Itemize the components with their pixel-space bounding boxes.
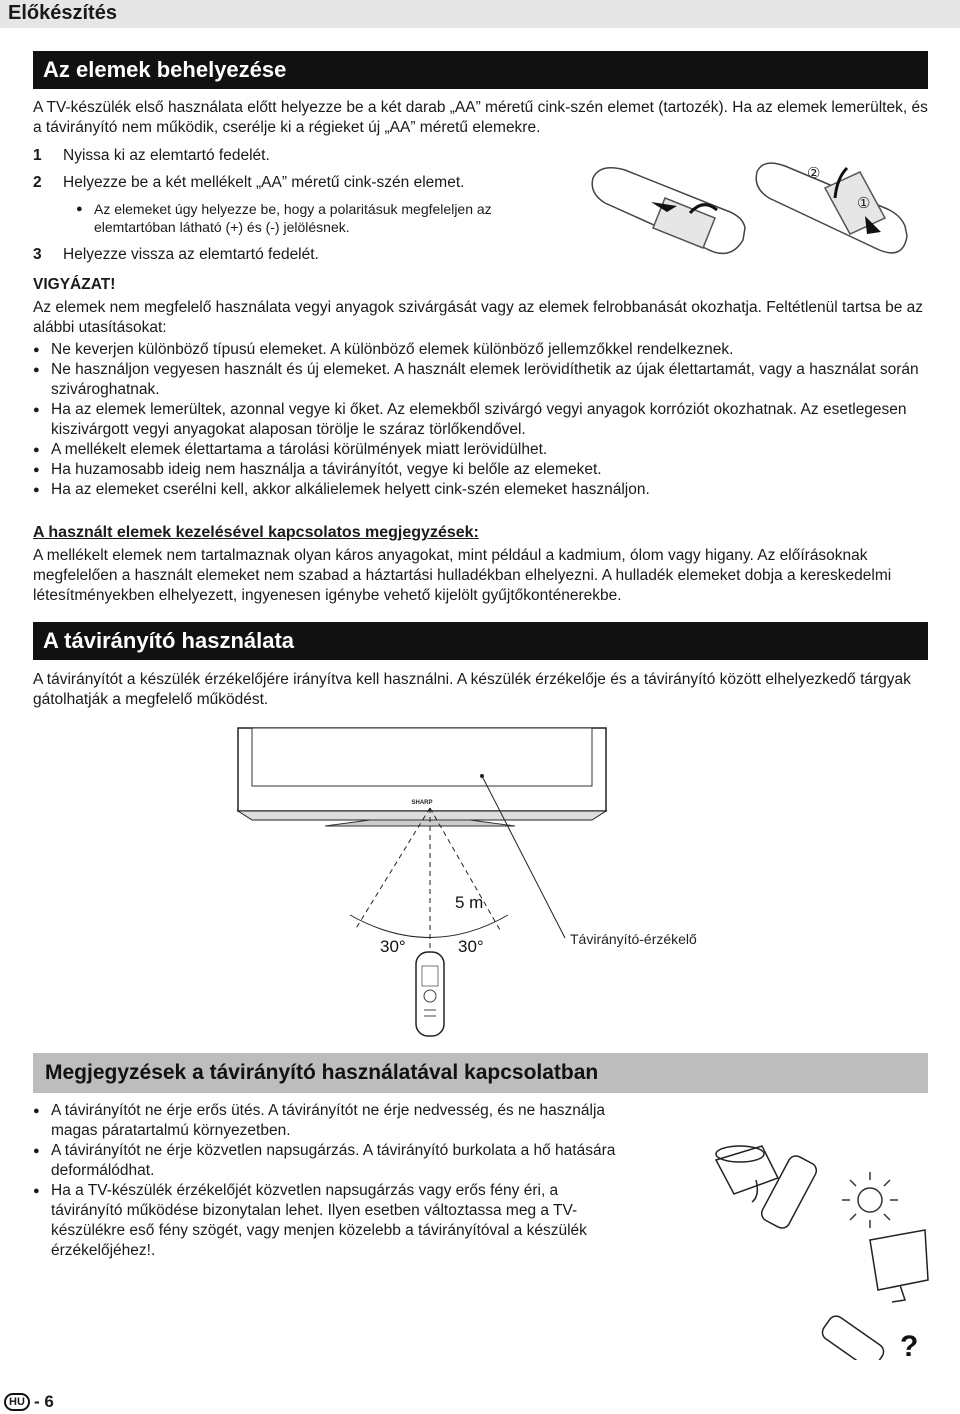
caution-item: ● Ha az elemek lemerültek, azonnal vegye ki őket. Az elemekből szivárgó vegyi anyagok korróziót okozhatnak. Az esetlegesen kiszivárgott vegyi anyagokat alaposan törölje le száraz törlőkendővel.	[33, 400, 928, 440]
sun-icon	[842, 1172, 898, 1228]
sensor-label: Távirányító-érzékelő	[570, 931, 697, 947]
caution-item: ● Ne keverjen különböző típusú elemeket. A különböző elemek különböző jellemzőkkel rendelkeznek.	[33, 340, 928, 360]
remote-control-icon	[416, 952, 444, 1036]
note-item: ● A távirányítót ne érje erős ütés. A távirányítót ne érje nedvesség, és ne használja magas páratartalmú környezetben.	[33, 1101, 633, 1141]
caution-item: ● Ne használjon vegyesen használt és új elemeket. A használt elemek lerövidíthetik az újak élettartamát, vagy a használat során szivároghatnak.	[33, 360, 928, 400]
angle-left-label: 30°	[380, 937, 406, 956]
fig-label-1: ①	[857, 195, 871, 212]
step-number: 1	[33, 147, 42, 164]
remote-icon	[819, 1313, 886, 1360]
remote-icon	[759, 1153, 819, 1231]
usage-heading: A távirányító használata	[33, 622, 928, 660]
note-item: ● A távirányítót ne érje közvetlen napsugárzás. A távirányító burkolata a hő hatására deformálódhat.	[33, 1141, 633, 1181]
disposal-text: A mellékelt elemek nem tartalmaznak olyan káros anyagokat, mint például a kadmium, ólom vagy higany. Az előírásoknak megfelelően a használt elemeket nem szabad a háztartási hulladékban elhelyezni. A hulladék elemeket dobja a kereskedelmi létesítményekben elhelyezett, ingyenesen igénybe vehető kijelölt gyűjtőkonténerekbe.	[33, 547, 892, 604]
usage-text: A távirányítót a készülék érzékelőjére irányítva kell használni. A készülék érzékelője és a távirányító között elhelyezkedő tárgyak gátolhatják a megfelelő működést.	[33, 671, 911, 708]
step2-bullet: ● Az elemeket úgy helyezze be, hogy a polaritásuk megfeleljen az elemtartóban látható (+) és (-) jelölésnek.	[76, 200, 566, 236]
caution-list	[33, 340, 928, 500]
notes-list	[33, 1101, 633, 1261]
question-mark: ?	[900, 1330, 919, 1360]
step-text: Helyezze vissza az elemtartó fedelét.	[63, 246, 319, 263]
step-number: 3	[33, 246, 42, 263]
remote-back-right	[756, 163, 907, 253]
remote-range-figure	[230, 720, 750, 1040]
battery-heading: Az elemek behelyezése	[33, 51, 928, 89]
step-number: 2	[33, 174, 42, 191]
battery-insertion-figure	[585, 158, 915, 270]
page-number: - 6	[34, 1392, 54, 1411]
distance-label: 5 m	[455, 893, 484, 912]
tv-icon	[870, 1230, 928, 1302]
disposal-title: A használt elemek kezelésével kapcsolatos megjegyzések:	[33, 524, 479, 541]
page-title: Előkészítés	[0, 0, 960, 28]
angle-right-label: 30°	[458, 937, 484, 956]
caution-item: ● Ha az elemeket cserélni kell, akkor alkálielemek helyett cink-szén elemeket használjon.	[33, 480, 928, 500]
step-text: Helyezze be a két mellékelt „AA” méretű cink-szén elemet.	[63, 174, 465, 191]
notes-illustrations	[700, 1140, 932, 1360]
fig-label-2: ②	[807, 165, 821, 182]
step2-bullet-list	[76, 200, 566, 236]
caution-title: VIGYÁZAT!	[33, 276, 116, 293]
caution-item: ● A mellékelt elemek élettartama a tárolási körülmények miatt lerövidülhet.	[33, 440, 928, 460]
water-cup-icon	[716, 1146, 778, 1202]
battery-intro: A TV-készülék első használata előtt helyezze be a két darab „AA” méretű cink-szén elemet (tartozék). Ha az elemek lemerültek, és a távirányító nem működik, cserélje ki a régieket új „AA” méretű elemekre.	[33, 99, 928, 136]
caution-intro: Az elemek nem megfelelő használata vegyi anyagok szivárgását vagy az elemek felrobbanását okozhatja. Feltétlenül tartsa be az alábbi utasításokat:	[33, 299, 924, 336]
tv-brand: SHARP	[411, 800, 433, 806]
language-badge: HU	[4, 1393, 30, 1411]
notes-heading: Megjegyzések a távirányító használatával kapcsolatban	[33, 1053, 928, 1093]
step-2	[33, 173, 464, 193]
note-item: ● Ha a TV-készülék érzékelőjét közvetlen napsugárzás vagy erős fény éri, a távirányító működése bizonytalan lehet. Ilyen esetben változtassa meg a TV-készülékre eső fény szögét, vagy menjen közelebb a távirányítóval a készülék érzékelőjéhez!.	[33, 1181, 633, 1261]
step-3	[33, 245, 319, 265]
step-1	[33, 146, 270, 166]
caution-item: ● Ha huzamosabb ideig nem használja a távirányítót, vegye ki belőle az elemeket.	[33, 460, 928, 480]
step-text: Nyissa ki az elemtartó fedelét.	[63, 147, 270, 164]
